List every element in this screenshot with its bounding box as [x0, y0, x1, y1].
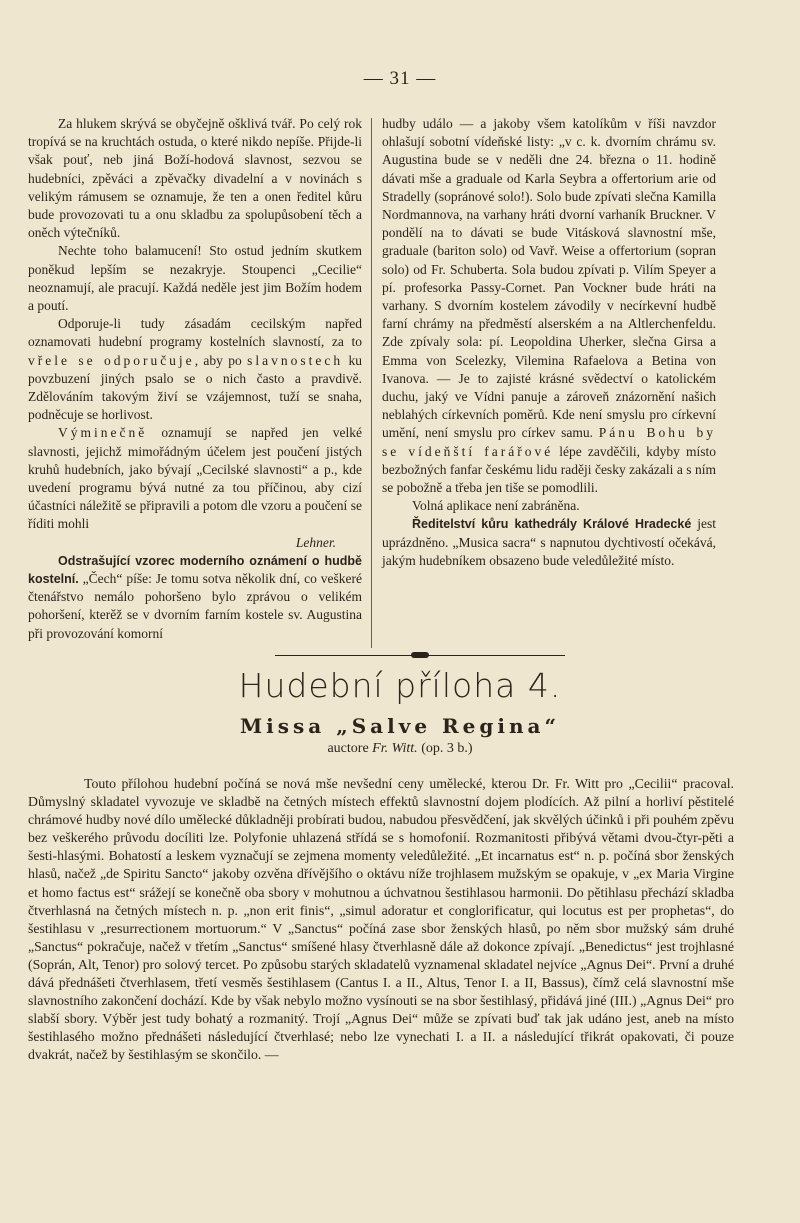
- paragraph: Výminečně oznamují se napřed jen velké slavnosti, jejichž mimořádným účelem jest poučení jistých kruhů hudebních, jako bývají „Cecilské slavnosti“ a p., kde uvedení programu bývá nutné za tou příčinou, aby cizí účastníci náležitě se připravili a potom dle vzoru a poučení se říditi mohli: [28, 425, 362, 532]
- author-line: auctore Fr. Witt. (op. 3 b.): [327, 741, 473, 756]
- right-column: [382, 115, 716, 570]
- page-number: — 31 —: [363, 68, 437, 89]
- article-heading: Ředitelství kůru kathedrály Králové Hradecké: [412, 517, 692, 532]
- paragraph: Nechte toho balamucení! Sto ostud jedním skutkem poněkud lepším se nezakryje. Stoupenci „Cecilie“ neoznamují, ale pracují. Každá neděle jest jim Božím hodem a poutí.: [28, 243, 362, 314]
- paragraph: Za hlukem skrývá se obyčejně ošklivá tvář. Po celý rok tropívá se na kruchtách ostuda, o které nikdo nepíše. Přijde-li však pouť, neb jiná Boží-hodová slavnost, sezvou se hudebníci, zpěváci a zpěvačky divadelní a v novinách s velikým rámusem se oznamuje, že ten a onen ředitel kůru bude provozovati tu a onu skladbu za spolupůsobení těch a oněch výtečníků.: [28, 116, 362, 241]
- column-divider: [371, 118, 372, 648]
- paragraph: hudby událo — a jakoby všem katolíkům v říši navzdor ohlašují sobotní vídeňské listy: „v c. k. dvorním chrámu sv. Augustina bude se v neděli dne 24. března o 11. hodině dávati mše a graduale od Karla Seybra a offertorium arie od Stradelly (sopránové solo!). Solo bude zpívati slečna Kamilla Nordmannova, na varhany hráti dvorní varhaník Bruckner. V pondělí na to dávati se bude Vitásková slavnostní mše, graduale (bariton solo) od Vavř. Weise a offertorium (sopran solo) od Fr. Schuberta. Sola budou zpívati p. Vilím Speyer a pí. profesorka Passy-Cornet. Pan Vockner bude hráti na varhany. S dvorním kostelem závodily v necírkevní hudbě farní chrámy na předměstí alserském a na Altlerchenfeldu. Zde zpívaly sola: pí. Leopoldina Uherker, slečna Girsa a Emma von Scelezky, Vilemina Rafaelova a Betina von Ivanova. — Je to zajisté krásné svědectví o katolickém duchu, jaký ve Vídni panuje a zároveň znázornění našich neblahých církevních poměrů. Kde není smyslu pro církevní umění, není smyslu pro církev samu. Pánu Bohu by se vídeňští farářové lépe zavděčili, kdyby místo bezbožných fanfar českému lidu raději česky zakázali a s ním se pobožně a třeba jen tiše se pomodlili.: [382, 116, 716, 496]
- composer-name: Fr. Witt.: [372, 741, 418, 756]
- left-column: [28, 115, 362, 643]
- spaced-emphasis: vřele se odporučuje: [28, 352, 195, 368]
- paragraph: Odporuje-li tudy zásadám cecilským napřed oznamovati hudební programy kostelních slavností, za to vřele se odporučuje, aby po slavnostech ku povzbuzení jiných psalo se o nich často a pravdivě. Zdělováním takovým živí se vzájemnost, tuží se snaha, podněcuje se horlivost.: [28, 316, 362, 423]
- section-divider-ornament: [275, 654, 565, 657]
- paragraph: Odstrašující vzorec moderního oznámení o hudbě kostelní. „Čech“ píše: Je tomu sotva několik dní, co veškeré čtenářstvo nemálo pohoršeno bylo zprávou o velikém pohoršení, kterěž se v dvorním farním kostele sv. Augustina při provozování komorní: [28, 553, 362, 641]
- supplement-body: [28, 775, 734, 1065]
- paragraph: Touto přílohou hudební počíná se nová mše nevšední ceny umělecké, kterou Dr. Fr. Witt pro „Cecilii“ pracoval. Důmyslný skladatel vyvozuje ve skladbě na četných místech effektů slavnostní dojem plodících. Až pilní a horliví pěstitelé chrámové hudby nové dílo umělecké důkladněji probírati budou, nabudou přesvědčení, jak skvělých účinků i při pouhém zpěvu bez veškerého průvodu docíliti lze. Polyfonie uhlazená střídá se s homofonií. Rozmanitosti přibývá větami dvou-čtyr-pěti a šesti-hlasými. Bohatostí a leskem vyznačují se zejmena momenty veledůležité. „Et incarnatus est“ n. p. počíná sbor ženských hlasů, načež „de Spiritu Sancto“ jakoby ozvěna dřívějšího o oktávu níže trojhlasem mužským se opakuje, v „ex Maria Virgine et homo factus est“ srážejí se konečně oba sbory v mohutnou a úchvatnou šestihlasou harmonii. Do pětihlasu přechází skladba čtverhlasná na četných místech n. p. „non erit finis“, „simul adoratur et conglorificatur, qui locutus est per prophetas“, do šestihlasu v „resurrectionem mortuorum.“ V „Sanctus“ počíná zase sbor ženských hlasů, po něm sbor mužský sám druhé „Sanctus“ pokračuje, načež v třetím „Sanctus“ smíšené hlasy čtverhlasně dále až dokonce zpívají. „Benedictus“ jest trojhlasné (Soprán, Alt, Tenor) pro solový tercet. Po způsobu starých skladatelů vyznamenal skladatel nejvíce „Agnus Dei“. První a druhé dává přednášeti čtverhlasem, třetí vesměs šestihlasem (Cantus I. a II., Altus, Tenor I. a II, Bassus), čímž celá slavnostní mše slavnostního zakončení dochází. Kde by však nebylo možno vysínouti se na sbor šestihlasý, přidává jiné (III.) „Agnus Dei“ pro slabší sbory. Výběr jest tudy bohatý a rozmanitý. Trojí „Agnus Dei“ může se zpívati buď tak jak udáno jest, aneb na místo šestihlasého možno přednášeti následující čtverhlasé; nebo lze vynechati I. a II. a následující třikrát opakovati, či pouze dvakrát, načež by šestihlasým se skončilo. —: [28, 776, 734, 1063]
- spaced-emphasis: Výminečně: [58, 425, 148, 441]
- mass-title: Missa „Salve Regina“: [240, 714, 560, 738]
- spaced-emphasis: Pánu Bohu by se vídeňští farářové: [382, 425, 716, 459]
- supplement-title: Hudební příloha 4.: [238, 666, 562, 705]
- article-heading: Odstrašující vzorec moderního oznámení o hudbě kostelní.: [28, 553, 362, 587]
- spaced-emphasis: slavnostech: [247, 352, 344, 368]
- author-signature: Lehner.: [295, 534, 336, 550]
- paragraph: Ředitelství kůru kathedrály Králové Hradecké jest uprázdněno. „Musica sacra“ s napnutou dychtivostí očekává, jakým hudebníkem obsazeno bude veledůležité místo.: [382, 516, 717, 568]
- paragraph: Volná aplikace není zabráněna.: [412, 498, 580, 514]
